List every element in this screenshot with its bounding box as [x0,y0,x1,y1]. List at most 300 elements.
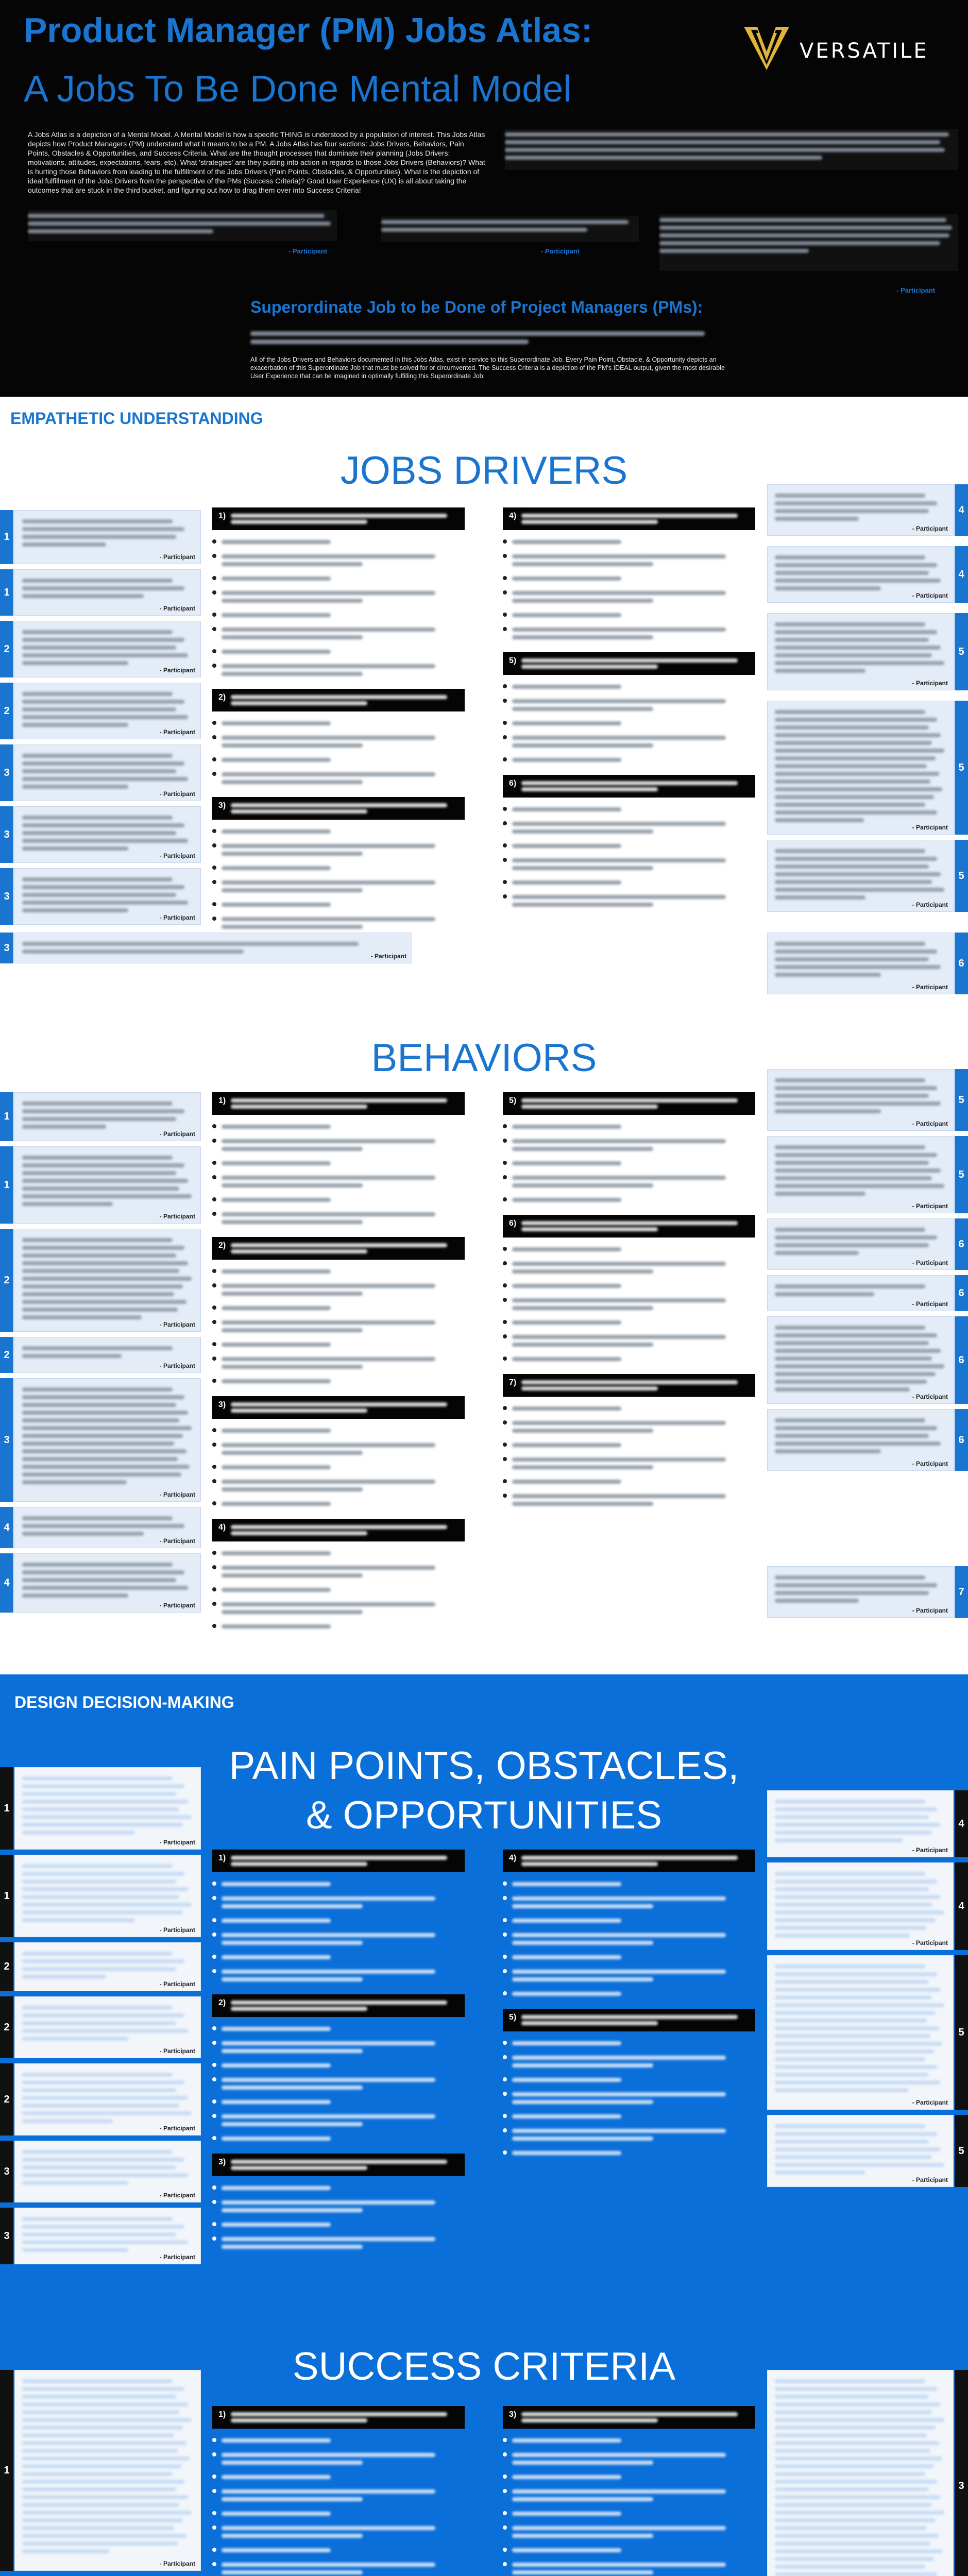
quote-text [767,2115,954,2187]
category-header [503,507,755,530]
participant-quote-card [767,2115,968,2187]
quote-text [14,2370,201,2571]
bullet-icon [212,1896,216,1900]
bullet-icon [503,1955,507,1959]
category-number-tab: 1 [0,569,13,616]
participant-label: - Participant [541,247,580,255]
participant-quote-card [767,546,968,603]
pain-title-line1: PAIN POINTS, OBSTACLES, [229,1744,739,1788]
list-item [503,2125,755,2144]
participant-quote-card [0,1767,201,1850]
list-item [212,732,465,751]
list-item [212,1893,465,1912]
category-index: 3) [218,1400,226,1409]
list-item [212,2435,465,2446]
list-item [503,2111,755,2122]
bullet-icon [212,1955,216,1959]
bullet-icon [503,821,507,825]
versatile-logo [742,25,948,71]
list-item [503,1490,755,1510]
bullet-icon [503,590,507,595]
quote-text [767,1069,954,1131]
bullet-icon [212,1306,216,1310]
participant-quote-card [767,484,968,536]
bullet-icon [503,2150,507,2155]
bullet-icon [212,2452,216,2456]
list-item [503,2559,755,2576]
participant-label: - Participant [159,790,195,798]
bullet-icon [503,1298,507,1302]
bullet-icon [212,2475,216,2479]
bullet-icon [503,2489,507,2493]
intro-text: A Jobs Atlas is a depiction of a Mental Model. A Mental Model is how a specific THING is understood by a population of interest. This Jobs Atlas depicts how Product Managers (PM) understand what it means to be a PM. A Jobs Atlas has four sections: Jobs Drivers, Behaviors, Pain Points, Obstacles & Opportunities, and Success Criteria. What are the thought processes that dominate their planning (Jobs Drivers: motivations, attitudes, expectations, fears, etc). What 'strategies' are they putting into action in regards to those Jobs Drivers (Behaviors)? What is hurting those Behaviors from leading to the fulfillment of the Jobs Drivers (Pain Points, Obstacles, & Opportunities). What is the depiction of ideal fulfillment of the Jobs Drivers from the perspective of the PMs (Success Criteria)? Good User Experience (UX) is all about taking the outcomes that are stuck in the third bucket, and figuring out how to drag them over into Success Criteria! [28,130,485,194]
participant-label: - Participant [159,852,195,859]
participant-quote-card [0,933,412,963]
quote-text [767,1409,954,1471]
category-header [212,1850,465,1872]
quote-text [14,1229,201,1332]
list-item [212,1621,465,1632]
quote-text [767,840,954,912]
category-number-tab: 6 [955,1316,968,1404]
participant-label: - Participant [159,1491,195,1498]
list-item [212,2508,465,2519]
logo-wordmark: VERSATILE [800,39,929,63]
category-index: 4) [509,1854,517,1862]
list-item [503,1136,755,1155]
quote-text [14,621,201,677]
list-item [212,2449,465,2468]
bullet-icon [503,2562,507,2566]
list-item [503,1878,755,1890]
quote-text [14,933,412,963]
quote-text [14,569,201,616]
bullet-icon [212,866,216,870]
header-quote [28,210,337,241]
bullet-icon [212,1602,216,1606]
list-item [212,1599,465,1618]
list-item [212,1339,465,1350]
bullet-icon [212,1969,216,1973]
bullet-icon [212,1443,216,1447]
bullet-icon [212,1283,216,1287]
list-item [212,2038,465,2057]
bullet-icon [212,1139,216,1143]
bullet-icon [212,1565,216,1569]
category-number-tab: 2 [0,1337,13,1373]
participant-label: - Participant [288,247,328,255]
list-item [503,1317,755,1328]
participant-label: - Participant [159,667,195,674]
category-number-tab: 1 [0,510,13,564]
list-item [503,855,755,874]
participant-label: - Participant [159,2560,195,2567]
bullet-icon [503,1991,507,1995]
list-item [503,2545,755,2556]
success-column-2 [503,2406,755,2576]
participant-quote-card [767,1069,968,1131]
list-item [503,1952,755,1963]
bullet-icon [503,2526,507,2530]
bullet-icon [503,807,507,811]
list-item [212,754,465,766]
bullet-icon [212,2136,216,2140]
quote-text [14,683,201,739]
category-header [503,2009,755,2031]
list-item [503,696,755,715]
list-item [503,754,755,766]
list-item [503,551,755,570]
list-item [503,2471,755,2483]
bullet-icon [212,2222,216,2226]
participant-label: - Participant [912,1393,948,1400]
list-item [212,1584,465,1596]
quote-text [14,1337,201,1373]
jobs-drivers-title: JOBS DRIVERS [340,449,628,493]
quote-text [767,1566,954,1618]
category-number-tab: 4 [955,484,968,536]
quote-text [767,1862,954,1950]
list-item [503,2052,755,2071]
list-item [212,1121,465,1132]
category-number-tab: 4 [955,1862,968,1950]
participant-quote-card [0,2208,201,2264]
quote-text [767,1955,954,2110]
category-header [212,1519,465,1541]
bullet-icon [212,576,216,580]
list-item [212,1548,465,1559]
participant-quote-card [767,1316,968,1404]
category-index: 6) [509,1219,517,1228]
list-item [212,2133,465,2144]
quote-text [767,2370,954,2576]
list-item [212,1462,465,1473]
list-item [212,1172,465,1191]
bullet-icon [212,2099,216,2104]
bullet-icon [212,1357,216,1361]
category-number-tab: 2 [0,1996,13,2058]
participant-label: - Participant [159,2125,195,2132]
category-number-tab: 1 [0,1855,13,1937]
bullet-icon [212,735,216,739]
category-index: 5) [509,2013,517,2022]
participant-label: - Participant [159,1980,195,1988]
quote-text [767,1218,954,1270]
category-header [212,2154,465,2176]
list-item [503,804,755,815]
participant-quote-card [0,1553,201,1613]
quote-text [14,1855,201,1937]
list-item [212,877,465,896]
list-item [212,1353,465,1372]
bullet-icon [212,1428,216,1432]
participant-quote-card [0,1996,201,2058]
category-index: 2) [218,1241,226,1250]
participant-label: - Participant [159,728,195,736]
participant-quote-card [767,1409,968,1471]
participant-quote-card [767,933,968,994]
success-column-1 [212,2406,465,2576]
list-item [212,2096,465,2108]
list-item [212,2233,465,2252]
category-header [212,507,465,530]
category-index: 5) [509,1096,517,1105]
pain-column-2 [503,1850,755,2168]
bullet-icon [503,880,507,884]
list-item [503,681,755,692]
category-index: 1) [218,512,226,520]
category-number-tab: 4 [0,1507,13,1548]
bullet-icon [212,1269,216,1273]
bullet-icon [212,1501,216,1505]
bullet-icon [503,1124,507,1128]
bullet-icon [503,1918,507,1922]
list-item [503,2089,755,2108]
participant-label: - Participant [912,680,948,687]
bullet-icon [212,2526,216,2530]
bullet-icon [503,627,507,631]
list-item [503,2435,755,2446]
category-number-tab: 7 [955,1566,968,1618]
participant-quote-card [0,1146,201,1224]
bullet-icon [212,2548,216,2552]
bullet-icon [212,2489,216,2493]
participant-quote-card [0,1507,201,1548]
quote-text [14,1996,201,2058]
participant-quote-card [0,510,201,564]
participant-label: - Participant [159,2192,195,2199]
participant-label: - Participant [912,592,948,599]
bullet-icon [503,1247,507,1251]
bullet-icon [503,1494,507,1498]
list-item [212,2060,465,2071]
bullet-icon [503,843,507,848]
bullet-icon [212,1479,216,1483]
header-quote [381,216,639,242]
bullet-icon [212,2236,216,2241]
list-item [503,732,755,751]
category-index: 1) [218,1854,226,1862]
participant-quote-card [0,806,201,863]
category-index: 1) [218,2410,226,2419]
bullet-icon [503,1896,507,1900]
bullet-icon [503,1161,507,1165]
category-header [212,1237,465,1260]
bullet-icon [503,1261,507,1265]
category-index: 1) [218,1096,226,1105]
bullet-icon [503,1406,507,1410]
bullet-icon [212,880,216,884]
category-header [212,2406,465,2429]
section-band-label: EMPATHETIC UNDERSTANDING [10,409,263,428]
bullet-icon [503,2511,507,2515]
bullet-icon [212,1320,216,1324]
quote-text [14,1146,201,1224]
list-item [503,718,755,729]
participant-quote-card [0,1855,201,1937]
bullet-icon [212,1124,216,1128]
behaviors-title: BEHAVIORS [371,1036,597,1080]
participant-label: - Participant [912,1120,948,1127]
participant-quote-card [0,868,201,925]
participant-quote-card [0,2370,201,2571]
category-header [503,1374,755,1397]
participant-label: - Participant [159,1839,195,1846]
list-item [212,2111,465,2130]
bullet-icon [212,2026,216,2030]
bullet-icon [503,2055,507,2059]
participant-label: - Participant [896,286,936,294]
atlas-subtitle: A Jobs To Be Done Mental Model [24,69,572,110]
bullet-icon [503,2041,507,2045]
list-item [503,1929,755,1948]
category-number-tab: 3 [0,933,13,963]
success-criteria-title: SUCCESS CRITERIA [292,2345,676,2388]
list-item [212,826,465,837]
section-band-label: DESIGN DECISION-MAKING [14,1693,234,1711]
bullet-icon [212,772,216,776]
list-item [503,1158,755,1169]
quote-text [14,868,201,925]
participant-label: - Participant [159,914,195,921]
participant-quote-card [0,621,201,677]
participant-label: - Participant [912,984,948,991]
header-quote [659,214,958,271]
list-item [503,1194,755,1206]
category-header [212,1396,465,1419]
list-item [212,718,465,729]
bullet-icon [503,2548,507,2552]
participant-quote-card [0,1378,201,1502]
list-item [212,1317,465,1336]
quote-text [767,1136,954,1213]
category-header [503,1850,755,1872]
list-item [212,769,465,788]
category-number-tab: 5 [955,1955,968,2110]
list-item [212,862,465,874]
bullet-icon [212,1342,216,1346]
category-number-tab: 6 [955,1275,968,1311]
participant-label: - Participant [912,2176,948,2183]
category-header [503,1215,755,1238]
category-index: 3) [509,2410,517,2419]
list-item [212,1280,465,1299]
category-index: 2) [218,1998,226,2007]
list-item [212,1425,465,1436]
list-item [212,2197,465,2216]
list-item [503,587,755,606]
list-item [212,2023,465,2035]
list-item [503,1454,755,1473]
list-item [503,1988,755,1999]
bullet-icon [503,1969,507,1973]
category-number-tab: 5 [955,840,968,912]
category-number-tab: 5 [955,1069,968,1131]
quote-text [14,744,201,801]
list-item [212,646,465,657]
category-number-tab: 2 [0,2063,13,2136]
bullet-icon [503,2128,507,2132]
bullet-icon [212,613,216,617]
category-header [503,775,755,798]
participant-label: - Participant [912,1939,948,1946]
category-number-tab: 4 [955,1790,968,1857]
category-index: 5) [509,656,517,665]
category-number-tab: 5 [955,2115,968,2187]
bullet-icon [503,1882,507,1886]
bullet-icon [503,1175,507,1179]
category-number-tab: 3 [955,2370,968,2576]
participant-quote-card [767,1862,968,1950]
list-item [212,840,465,859]
bullet-icon [212,721,216,725]
list-item [503,1439,755,1451]
list-item [503,1476,755,1487]
list-item [503,1403,755,1414]
list-item [503,1915,755,1926]
list-item [212,1302,465,1314]
list-item [503,2486,755,2505]
bullet-icon [503,735,507,739]
bullet-icon [212,1624,216,1628]
list-item [503,1893,755,1912]
list-item [212,2182,465,2194]
category-number-tab: 2 [0,621,13,677]
quote-text [767,933,954,994]
participant-quote-card [767,1275,968,1311]
participant-quote-card [0,1229,201,1332]
bullet-icon [503,2452,507,2456]
jobs-drivers-column-1 [212,507,465,942]
list-item [503,2074,755,2086]
superordinate-description: All of the Jobs Drivers and Behaviors documented in this Jobs Atlas, exist in service to this Superordinate Job. Every Pain Point, Obstacle, & Opportunity depicts an exacerbation of this Superordinate Job that must be solved for or circumvented. The Success Criteria is a depiction of the PM's IDEAL output, given the most desirable User Experience that can be imagined in optimally fulfilling this Superordinate Job. [250,356,725,380]
bullet-icon [503,539,507,544]
list-item [212,609,465,621]
bullet-icon [503,2077,507,2081]
category-number-tab: 5 [955,613,968,690]
participant-quote-card [0,2063,201,2136]
participant-label: - Participant [159,2253,195,2261]
list-item [503,609,755,621]
list-item [503,1244,755,1255]
bullet-icon [212,649,216,653]
category-number-tab: 1 [0,1146,13,1224]
list-item [212,1266,465,1277]
list-item [503,1295,755,1314]
category-number-tab: 6 [955,1409,968,1471]
participant-label: - Participant [370,953,406,960]
participant-quote-card [0,683,201,739]
list-item [212,2074,465,2093]
list-item [503,1258,755,1277]
bullet-icon [212,539,216,544]
participant-label: - Participant [159,553,195,561]
category-header [212,1092,465,1115]
participant-quote-card [0,1942,201,1991]
participant-label: - Participant [912,824,948,831]
list-item [212,551,465,570]
participant-label: - Participant [912,901,948,908]
category-number-tab: 2 [0,1942,13,1991]
bullet-icon [212,1465,216,1469]
list-item [212,1915,465,1926]
list-item [212,1376,465,1387]
category-header [212,1994,465,2017]
category-number-tab: 3 [0,744,13,801]
list-item [212,536,465,548]
bullet-icon [212,2511,216,2515]
bullet-icon [503,576,507,580]
